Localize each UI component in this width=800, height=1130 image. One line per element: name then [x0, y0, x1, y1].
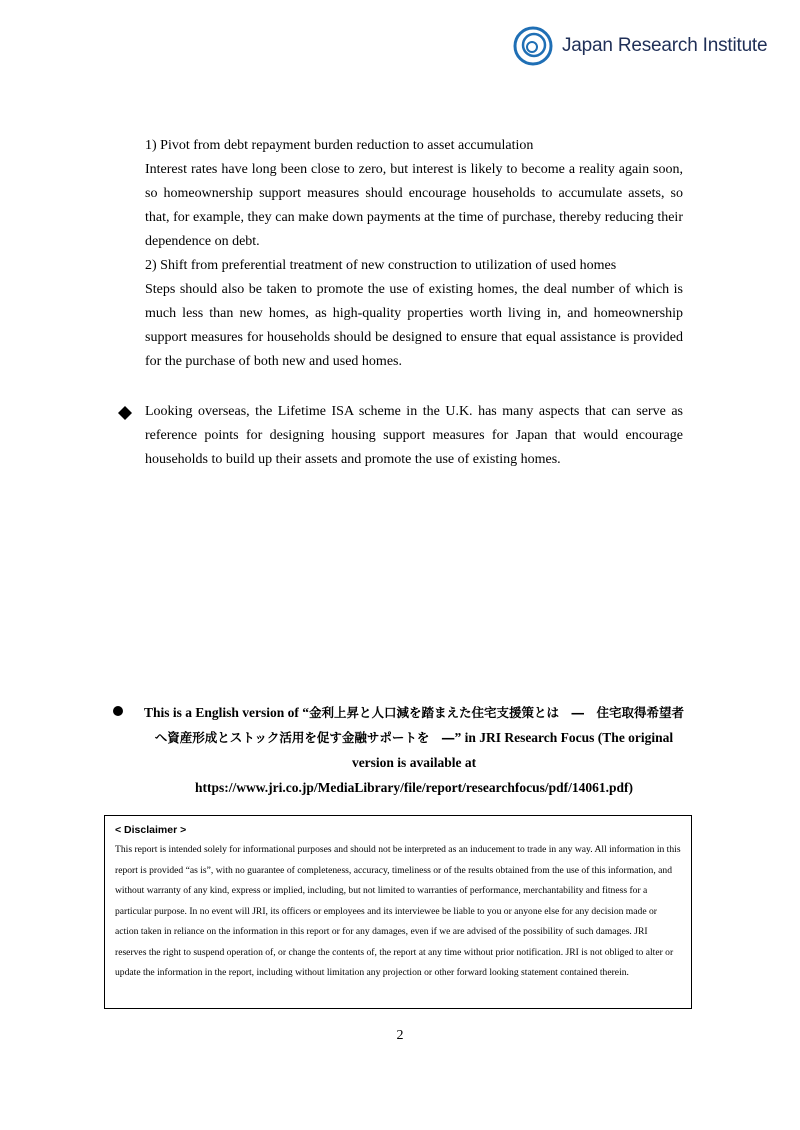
header-logo [512, 24, 767, 68]
note-japanese-title: 金利上昇と人口減を踏まえた住宅支援策とは ― 住宅取得希 [309, 705, 660, 720]
jri-logo-icon [512, 25, 554, 67]
note-suffix: ” in JRI Research Focus (The original version is available at https://www.jri.co.jp/MediaLibrary/file/report/researchfocus/pdf/14061.pdf) [195, 730, 674, 795]
disclaimer-title: < Disclaimer > [115, 824, 187, 836]
diamond-bullet-icon [118, 406, 132, 420]
section-heading: 2) Shift from preferential treatment of new construction to utilization of used homes [145, 258, 617, 273]
note-prefix: This is a English version of “ [143, 705, 309, 720]
dot-bullet-icon [113, 706, 123, 716]
section-asset-accumulation [145, 134, 683, 374]
logo-text: Japan Research Institute [562, 35, 768, 56]
section-body: Steps should also be taken to promote the use of existing homes, the deal number of which is much less than new homes, as high-quality properties worth living in, and homeownership support measures for households should be designed to ensure that equal assistance is provided for the purchase of both new and used homes. [145, 282, 683, 369]
bullet-text: Looking overseas, the Lifetime ISA scheme in the U.K. has many aspects that can serve as reference points for designing housing support measures for Japan that would encourage households to build up their assets and promote the use of existing homes. [145, 404, 683, 467]
disclaimer-box [104, 815, 692, 1009]
disclaimer-body: This report is intended solely for informational purposes and should not be interpreted as an inducement to trade in any way. All information in this report is provided “as is”, with no guarantee of completeness, accuracy, timeliness or of the results obtained from the use of this information, and without warranty of any kind, express or implied, including, but not limited to warranties of performance, merchantability and fitness for a particular purpose. In no event will JRI, its officers or employees and its interviewee be liable to you or anyone else for any decision made or action taken in reliance on the information in this report or for any damages, even if we are advised of the possibility of such damages. JRI reserves the right to suspend operation of, or change the contents of, the report at any time without prior notification. JRI is not obliged to alter or update the information in the report, including without limitation any projection or other forward looking statement contained therein. [115, 844, 681, 978]
section-body: Interest rates have long been close to zero, but interest is likely to become a reality again soon, so homeownership support measures should encourage households to accumulate assets, so that, for example, they can make down payments at the time of purchase, thereby reducing their dependence on debt. [145, 162, 683, 249]
note-japanese-title-continued: 望者へ資産形成とストック活用を促す金融サポートを ― [154, 705, 685, 745]
english-version-note [140, 700, 688, 800]
bullet-paragraph [145, 400, 683, 472]
section-heading: 1) Pivot from debt repayment burden reduction to asset accumulation [145, 138, 534, 153]
page-number: 2 [396, 1028, 404, 1043]
